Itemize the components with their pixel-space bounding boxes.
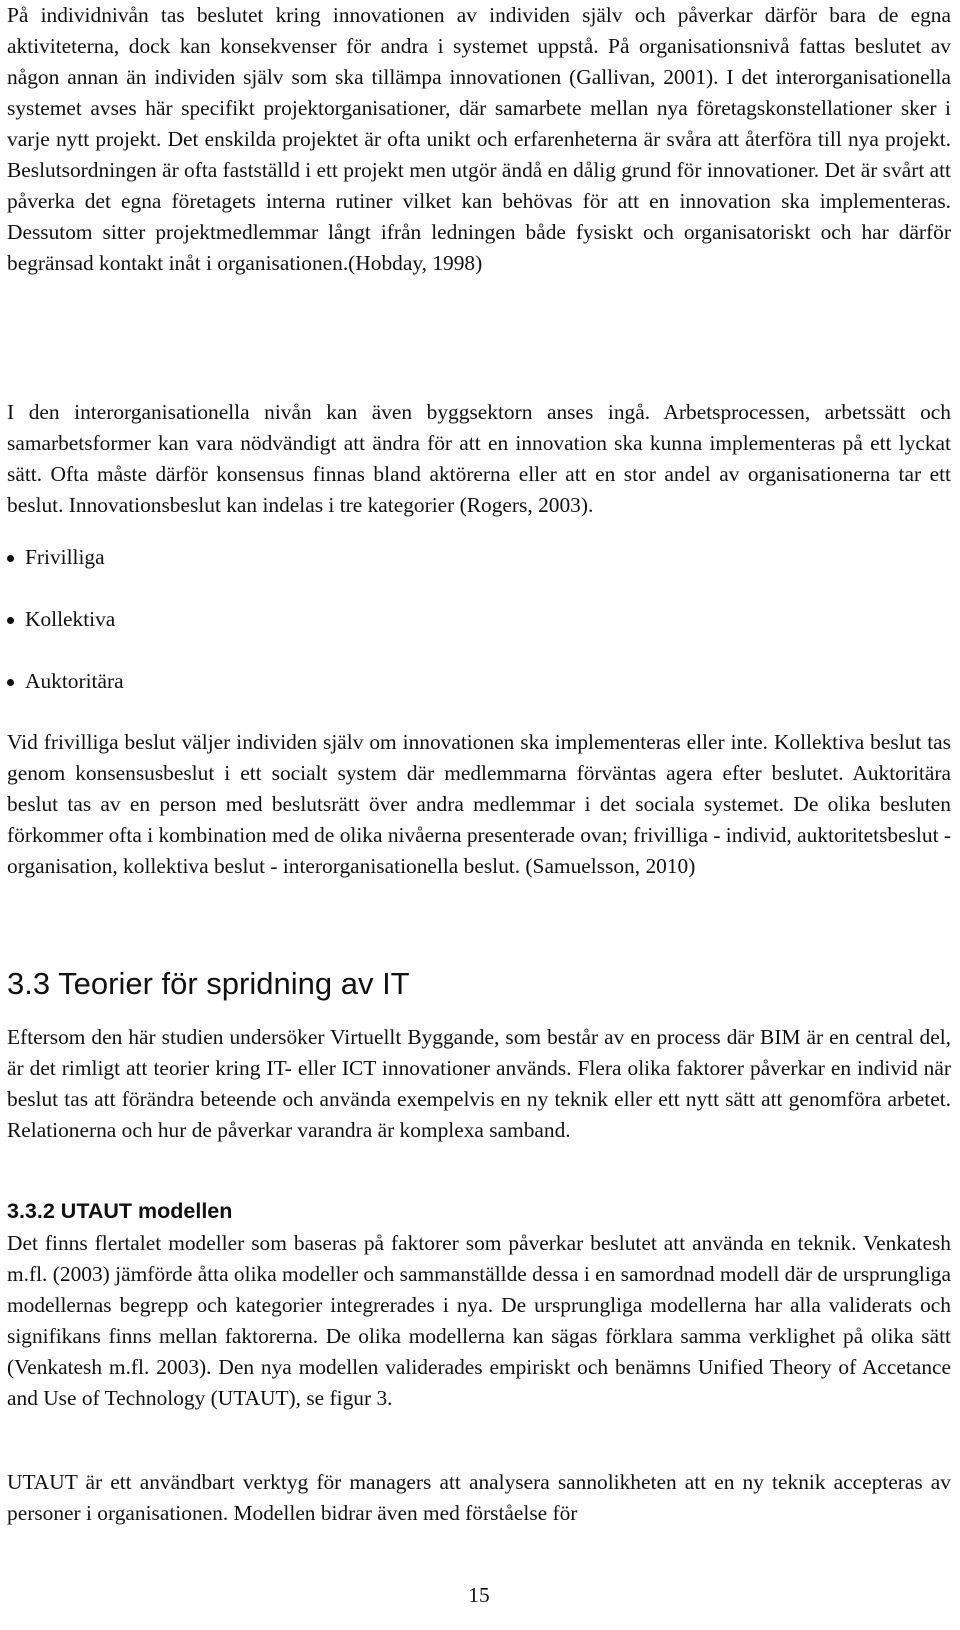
paragraph-decision-types: Vid frivilliga beslut väljer individen själv om innovationen ska implementeras eller inte. Kollektiva beslut tas genom konsensusbeslut i ett socialt system där medlemmarna förväntas agera efter beslutet. Auktoritära beslut tas av en person med beslutsrätt över andra medlemmar i det sociala systemet. De olika besluten förkommer ofta i kombination med de olika nivåerna presenterade ovan; frivilliga - individ, auktoritetsbeslut - organisation, kollektiva beslut - interorganisationella beslut. (Samuelsson, 2010)	[7, 730, 951, 878]
bullet-icon	[7, 555, 14, 562]
paragraph-decision-levels: På individnivån tas beslutet kring innovationen av individen själv och påverkar därför bara de egna aktiviteterna, dock kan konsekvenser för andra i systemet uppstå. På organisationsnivå fattas beslutet av någon annan än individen själv som ska tillämpa innovationen (Gallivan, 2001). I det interorganisationella systemet avses här specifikt projektorganisationer, där samarbete mellan nya företagskonstellationer sker i varje nytt projekt. Det enskilda projektet är ofta unikt och erfarenheterna är svåra att återföra till nya projekt. Beslutsordningen är ofta fastställd i ett projekt men utgör ändå en dålig grund för innovationer. Det är svårt att påverka det egna företagets interna rutiner vilket kan behövas för att en innovation ska implementeras. Dessutom sitter projektmedlemmar långt ifrån ledningen både fysiskt och organisatoriskt och har därför begränsad kontakt inåt i organisationen.(Hobday, 1998)	[7, 3, 951, 275]
page-number: 15	[468, 1583, 490, 1607]
subsection-heading: 3.3.2 UTAUT modellen	[7, 1199, 233, 1223]
list-item-label: Kollektiva	[25, 607, 116, 631]
bullet-icon	[7, 617, 14, 624]
paragraph-utaut-background: Det finns flertalet modeller som baseras på faktorer som påverkar beslutet att använda en teknik. Venkatesh m.fl. (2003) jämförde åtta olika modeller och sammanställde dessa i en samordnad modell där de ursprungliga modellernas begrepp och kategorier integrerades i nya. De ursprungliga modellerna har alla validerats och signifikans finns mellan faktorerna. De olika modellerna kan sägas förklara samma verklighet på olika sätt (Venkatesh m.fl. 2003). Den nya modellen validerades empiriskt och benämns Unified Theory of Accetance and Use of Technology (UTAUT), se figur 3.	[7, 1231, 951, 1410]
paragraph-interorganizational-level: I den interorganisationella nivån kan även byggsektorn anses ingå. Arbetsprocessen, arbetssätt och samarbetsformer kan vara nödvändigt att ändra för att en innovation ska kunna implementeras på ett lyckat sätt. Ofta måste därför konsensus finnas bland aktörerna eller att en stor andel av organisationerna tar ett beslut. Innovationsbeslut kan indelas i tre kategorier (Rogers, 2003).	[7, 400, 951, 517]
bullet-icon	[7, 679, 14, 686]
list-item	[7, 666, 124, 728]
list-item	[7, 542, 124, 604]
list-item	[7, 604, 124, 666]
list-item-label: Frivilliga	[25, 545, 105, 569]
decision-category-list	[7, 542, 124, 728]
paragraph-it-theories: Eftersom den här studien undersöker Virtuellt Byggande, som består av en process där BIM är en central del, är det rimligt att teorier kring IT- eller ICT innovationer används. Flera olika faktorer påverkar en individ när beslut tas att förändra beteende och använda exempelvis en ny teknik eller ett nytt sätt att genomföra arbetet. Relationerna och hur de påverkar varandra är komplexa samband.	[7, 1025, 951, 1142]
paragraph-utaut-usage: UTAUT är ett användbart verktyg för managers att analysera sannolikheten att en ny teknik accepteras av personer i organisationen. Modellen bidrar även med förståelse för	[7, 1470, 951, 1525]
list-item-label: Auktoritära	[25, 669, 124, 693]
section-heading: 3.3 Teorier för spridning av IT	[7, 966, 410, 1001]
